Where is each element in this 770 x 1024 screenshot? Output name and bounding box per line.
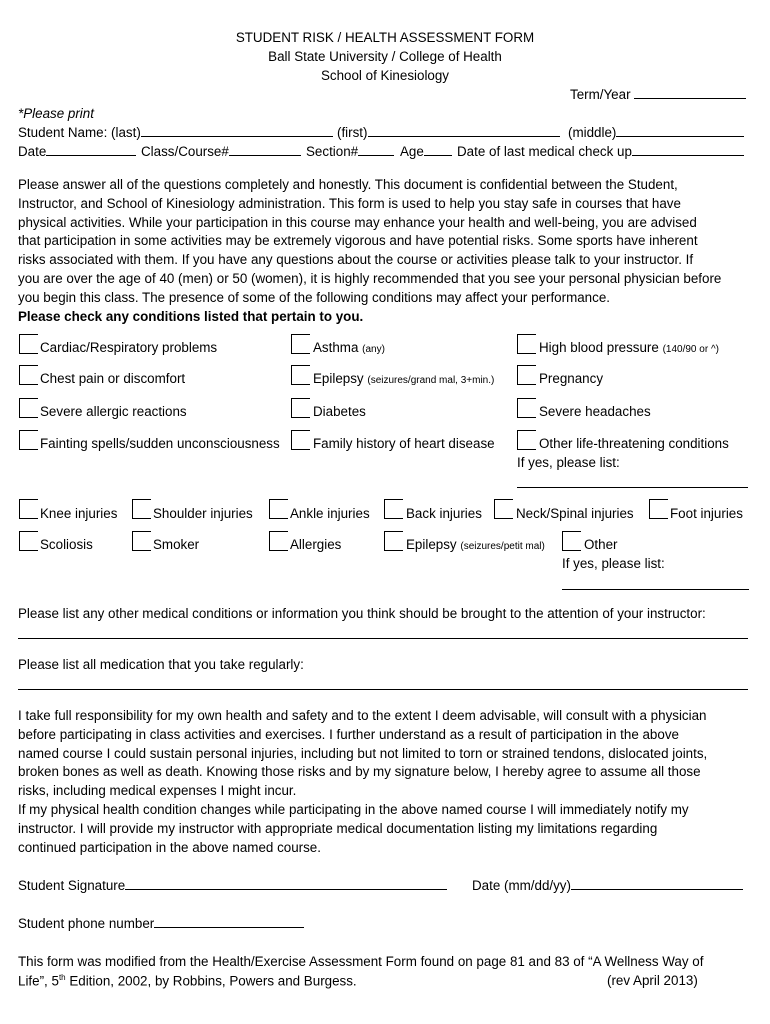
epilepsy-petit-mal-text: Epilepsy [406, 537, 457, 552]
last-checkup-field[interactable] [457, 144, 744, 159]
other-list-line[interactable] [562, 589, 749, 590]
phone-line [154, 916, 304, 928]
intro-paragraph [18, 176, 758, 326]
footer-citation-end: Edition, 2002, by Robbins, Powers and Burgess. [65, 973, 357, 989]
if-yes-label-2: If yes, please list: [562, 556, 665, 571]
student-signature-field[interactable] [18, 878, 447, 893]
responsibility-line: broken bones as well as death. Knowing those risks and by my signature below, I hereby agree to assume all those [18, 764, 701, 780]
allergic-reactions-checkbox[interactable] [19, 398, 38, 418]
asthma-label [313, 340, 385, 355]
high-bp-note: (140/90 or ^) [662, 344, 719, 355]
if-yes-label-1: If yes, please list: [517, 455, 620, 470]
ankle-checkbox[interactable] [269, 499, 288, 519]
signature-date-line [571, 878, 743, 890]
section-line [358, 144, 394, 156]
pregnancy-checkbox[interactable] [517, 365, 536, 385]
last-name-line [141, 125, 333, 137]
responsibility-line: risks, including medical expenses I might incur. [18, 783, 297, 799]
epilepsy-grand-mal-text: Epilepsy [313, 371, 364, 386]
other-life-threatening-label: Other life-threatening conditions [539, 436, 729, 451]
epilepsy-petit-mal-checkbox[interactable] [384, 531, 403, 551]
foot-checkbox[interactable] [649, 499, 668, 519]
intro-line: risks associated with them. If you have any questions about the course or activities please talk to your instructor. If [18, 252, 694, 268]
signature-label: Student Signature [18, 878, 126, 893]
other-conditions-line[interactable] [18, 638, 748, 639]
back-checkbox[interactable] [384, 499, 403, 519]
intro-line: Instructor, and School of Kinesiology administration. This form is used to help you stay safe in courses that have [18, 195, 681, 211]
fainting-checkbox[interactable] [19, 430, 38, 450]
epilepsy-petit-mal-note: (seizures/petit mal) [460, 541, 545, 552]
last-checkup-label: Date of last medical check up [457, 144, 632, 159]
other-checkbox[interactable] [562, 531, 581, 551]
scoliosis-label: Scoliosis [40, 537, 93, 552]
neck-spinal-checkbox[interactable] [494, 499, 513, 519]
term-year-label: Term/Year [570, 87, 631, 102]
headaches-label: Severe headaches [539, 404, 651, 419]
age-field[interactable] [400, 144, 452, 159]
diabetes-label: Diabetes [313, 404, 366, 419]
footer-superscript: th [58, 973, 66, 982]
responsibility-line: I take full responsibility for my own health and safety and to the extent I deem advisable, will consult with a physician [18, 708, 707, 723]
middle-name-line [616, 125, 744, 137]
section-field[interactable] [306, 144, 394, 159]
asthma-note: (any) [362, 344, 385, 355]
foot-label: Foot injuries [670, 506, 743, 521]
medication-prompt: Please list all medication that you take regularly: [18, 657, 304, 672]
check-instruction: Please check any conditions listed that pertain to you. [18, 308, 364, 324]
footer-citation-start: Life”, 5 [18, 973, 59, 989]
other-label: Other [584, 537, 618, 552]
last-name-label: Student Name: (last) [18, 125, 141, 140]
date-field[interactable] [18, 144, 136, 159]
responsibility-paragraph [18, 707, 758, 857]
cardiac-checkbox[interactable] [19, 334, 38, 354]
responsibility-line: instructor. I will provide my instructor with appropriate medical documentation listing my limitations regarding [18, 820, 658, 836]
phone-field[interactable] [18, 916, 304, 931]
allergies-checkbox[interactable] [269, 531, 288, 551]
section-label: Section# [306, 144, 359, 159]
first-name-line [368, 125, 560, 137]
shoulder-checkbox[interactable] [132, 499, 151, 519]
high-bp-text: High blood pressure [539, 340, 659, 355]
footer-line-1: This form was modified from the Health/Exercise Assessment Form found on page 81 and 83 of “A Wellness Way of [18, 954, 704, 969]
allergies-label: Allergies [290, 537, 342, 552]
chest-pain-label: Chest pain or discomfort [40, 371, 186, 386]
signature-line [125, 878, 447, 890]
term-year-field[interactable] [570, 87, 746, 102]
intro-line: that participation in some activities may be extremely vigorous and have potential risks. Some sports have inherent [18, 233, 698, 249]
school-name: School of Kinesiology [320, 68, 450, 83]
responsibility-line: before participating in class activities and exercises. I further understand as a result of participation in the above [18, 726, 679, 742]
fainting-label: Fainting spells/sudden unconsciousness [40, 436, 280, 451]
responsibility-line: If my physical health condition changes while participating in the above named course I will immediately notify my [18, 801, 689, 817]
other-life-threatening-checkbox[interactable] [517, 430, 536, 450]
age-label: Age [400, 144, 424, 159]
middle-name-field[interactable] [568, 125, 744, 140]
family-heart-checkbox[interactable] [291, 430, 310, 450]
form-title: STUDENT RISK / HEALTH ASSESSMENT FORM [235, 30, 535, 45]
signature-date-field[interactable] [472, 878, 743, 893]
family-heart-label: Family history of heart disease [313, 436, 495, 451]
date-line [46, 144, 136, 156]
pregnancy-label: Pregnancy [539, 371, 604, 386]
medication-line[interactable] [18, 689, 748, 690]
age-line [424, 144, 452, 156]
intro-line: physical activities. While your participation in this course may enhance your health and well-being, you are advised [18, 214, 697, 230]
class-course-label: Class/Course# [141, 144, 229, 159]
high-bp-label [539, 340, 719, 355]
please-print-note: *Please print [18, 106, 94, 121]
asthma-text: Asthma [313, 340, 359, 355]
high-bp-checkbox[interactable] [517, 334, 536, 354]
last-checkup-line [632, 144, 744, 156]
intro-line: you begin this class. The presence of some of the following conditions may affect your performance. [18, 289, 610, 305]
back-label: Back injuries [406, 506, 482, 521]
class-course-field[interactable] [141, 144, 301, 159]
responsibility-line: named course I could sustain personal injuries, including but not limited to torn or strained tendons, dislocated joints, [18, 745, 708, 761]
chest-pain-checkbox[interactable] [19, 365, 38, 385]
smoker-checkbox[interactable] [132, 531, 151, 551]
middle-name-label: (middle) [568, 125, 617, 140]
class-course-line [229, 144, 301, 156]
cardiac-label: Cardiac/Respiratory problems [40, 340, 218, 355]
student-last-name-field[interactable] [18, 125, 333, 140]
ankle-label: Ankle injuries [290, 506, 370, 521]
intro-line: Please answer all of the questions completely and honestly. This document is confidential between the Student, [18, 177, 678, 192]
asthma-checkbox[interactable] [291, 334, 310, 354]
responsibility-line: continued participation in the above named course. [18, 839, 321, 855]
knee-label: Knee injuries [40, 506, 118, 521]
headaches-checkbox[interactable] [517, 398, 536, 418]
shoulder-label: Shoulder injuries [153, 506, 253, 521]
diabetes-checkbox[interactable] [291, 398, 310, 418]
other-conditions-prompt: Please list any other medical conditions or information you think should be brought to the attention of your instructor: [18, 606, 706, 621]
knee-checkbox[interactable] [19, 499, 38, 519]
smoker-label: Smoker [153, 537, 200, 552]
epilepsy-petit-mal-label [406, 537, 545, 552]
neck-spinal-label: Neck/Spinal injuries [516, 506, 634, 521]
term-year-line [634, 87, 746, 99]
first-name-label: (first) [337, 125, 368, 140]
university-name: Ball State University / College of Health [268, 49, 502, 64]
footer-line-2 [18, 973, 357, 988]
phone-label: Student phone number [18, 916, 155, 931]
first-name-field[interactable] [337, 125, 560, 140]
signature-date-label: Date (mm/dd/yy) [472, 878, 571, 893]
date-label: Date [18, 144, 47, 159]
intro-line: you are over the age of 40 (men) or 50 (women), it is highly recommended that you see your personal physician before [18, 270, 722, 286]
epilepsy-grand-mal-note: (seizures/grand mal, 3+min.) [367, 375, 495, 386]
epilepsy-grand-mal-checkbox[interactable] [291, 365, 310, 385]
revision-date: (rev April 2013) [607, 973, 698, 988]
epilepsy-grand-mal-label [313, 371, 494, 386]
scoliosis-checkbox[interactable] [19, 531, 38, 551]
life-threatening-list-line[interactable] [517, 487, 748, 488]
allergic-reactions-label: Severe allergic reactions [40, 404, 187, 419]
